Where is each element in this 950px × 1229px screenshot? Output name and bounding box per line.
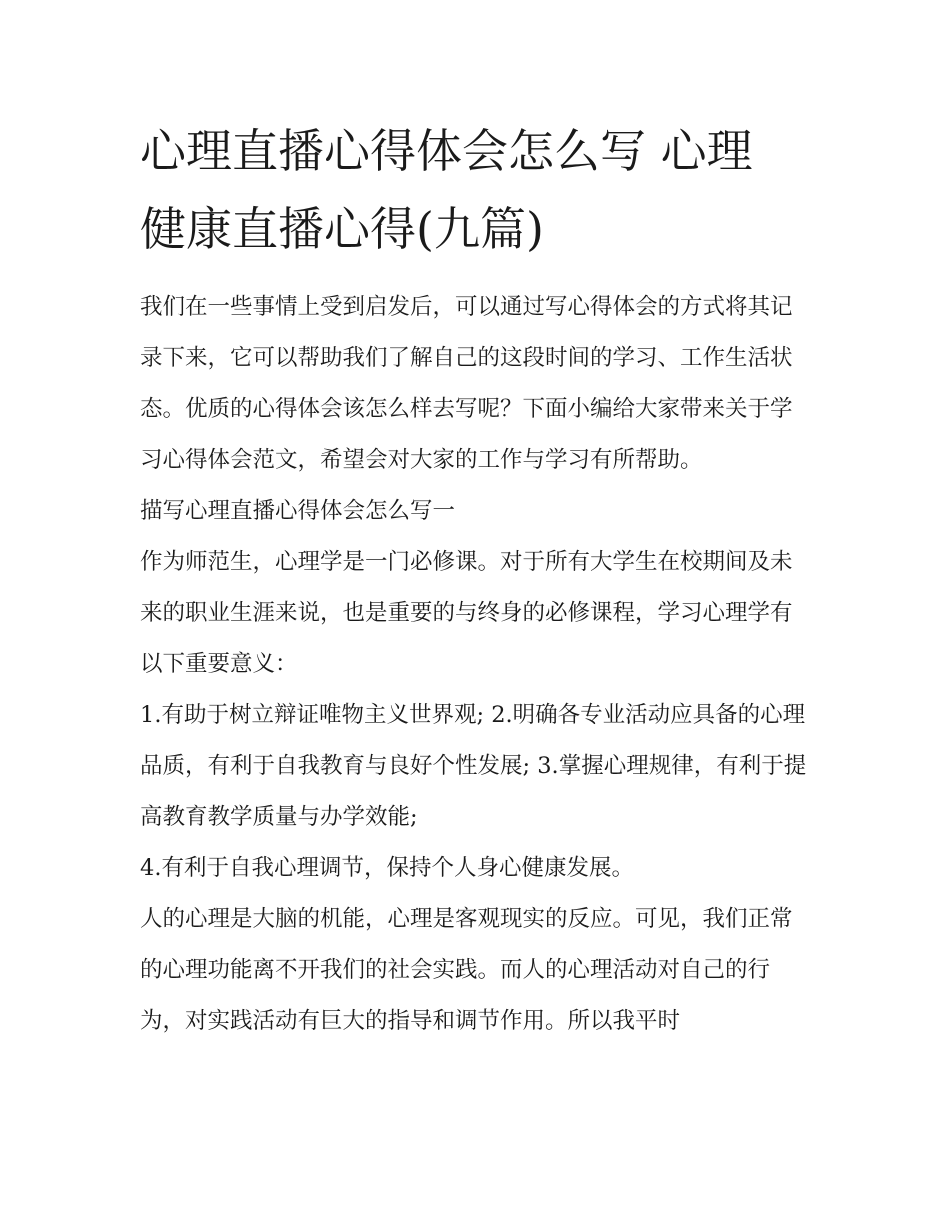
section-heading: 描写心理直播心得体会怎么写一 (140, 498, 456, 524)
title-line-2: 健康直播心得(九篇) (140, 202, 544, 256)
list-paragraph: 1.有助于树立辩证唯物主义世界观; 2.明确各专业活动应具备的心理品质，有利于自我教育与良好个性发展; 3.掌握心理规律，有利于提高教育教学质量与办学效能; (140, 702, 807, 830)
list-paragraph: 4.有利于自我心理调节，保持个人身心健康发展。 (140, 855, 634, 881)
body-paragraph: 作为师范生，心理学是一门必修课。对于所有大学生在校期间及未来的职业生涯来说，也是重要的与终身的必修课程，学习心理学有以下重要意义： (140, 549, 793, 677)
document-page (140, 112, 812, 1047)
body-paragraph: 人的心理是大脑的机能，心理是客观现实的反应。可见，我们正常的心理功能离不开我们的社会实践。而人的心理活动对自己的行为，对实践活动有巨大的指导和调节作用。所以我平时 (140, 906, 793, 1034)
title-line-1: 心理直播心得体会怎么写 心理 (140, 124, 753, 178)
intro-paragraph: 我们在一些事情上受到启发后，可以通过写心得体会的方式将其记录下来，它可以帮助我们了解自己的这段时间的学习、工作生活状态。优质的心得体会该怎么样去写呢？下面小编给大家带来关于学习心得体会范文，希望会对大家的工作与学习有所帮助。 (140, 294, 793, 473)
document-title (140, 112, 812, 268)
